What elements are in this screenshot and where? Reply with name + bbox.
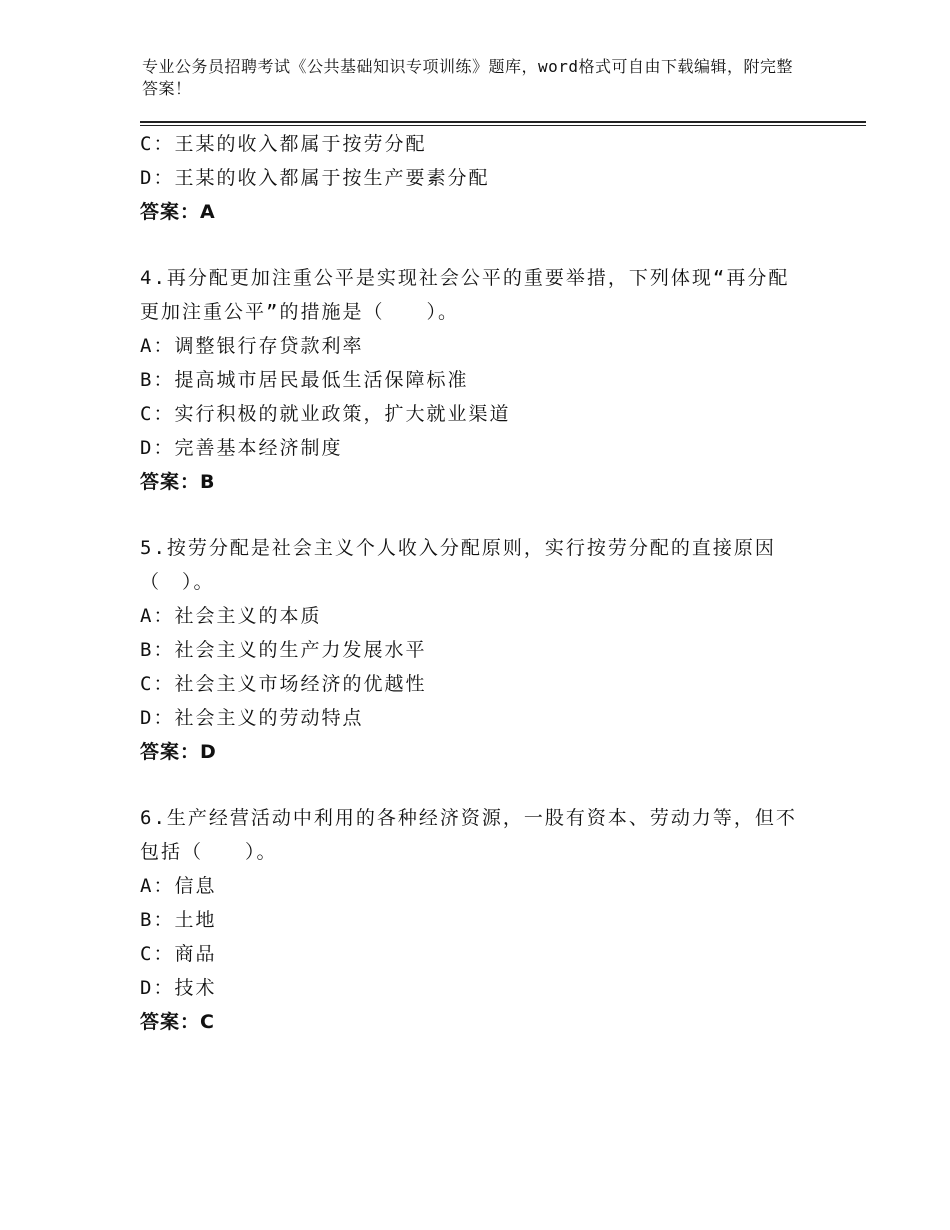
option-d: D：技术 xyxy=(140,977,217,999)
option-c: C：社会主义市场经济的优越性 xyxy=(140,673,427,695)
option-d: D：完善基本经济制度 xyxy=(140,437,343,459)
answer-line: 答案：D xyxy=(140,741,217,763)
option-d: D：王某的收入都属于按生产要素分配 xyxy=(140,167,490,189)
option-d: D：社会主义的劳动特点 xyxy=(140,707,364,729)
answer-line: 答案：B xyxy=(140,471,216,493)
question-list xyxy=(140,127,800,1039)
header-divider-thick xyxy=(140,121,866,123)
header-divider-thin xyxy=(140,125,866,126)
question-text: 4.再分配更加注重公平是实现社会公平的重要举措，下列体现“再分配更加注重公平”的措施是（ ）。 xyxy=(140,267,790,323)
question-text: 5.按劳分配是社会主义个人收入分配原则，实行按劳分配的直接原因（ ）。 xyxy=(140,537,776,593)
question-6 xyxy=(140,801,800,1039)
option-a: A：调整银行存贷款利率 xyxy=(140,335,364,357)
question-text: 6.生产经营活动中利用的各种经济资源，一股有资本、劳动力等，但不包括（ ）。 xyxy=(140,807,797,863)
question-5 xyxy=(140,531,800,769)
question-fragment xyxy=(140,127,800,229)
option-c: C：商品 xyxy=(140,943,217,965)
answer-line: 答案：C xyxy=(140,1011,215,1033)
question-4 xyxy=(140,261,800,499)
option-b: B：社会主义的生产力发展水平 xyxy=(140,639,427,661)
option-c: C：实行积极的就业政策，扩大就业渠道 xyxy=(140,403,511,425)
option-c: C：王某的收入都属于按劳分配 xyxy=(140,133,427,155)
option-b: B：土地 xyxy=(140,909,217,931)
answer-line: 答案：A xyxy=(140,201,216,223)
option-a: A：社会主义的本质 xyxy=(140,605,322,627)
page-header: 专业公务员招聘考试《公共基础知识专项训练》题库，word格式可自由下载编辑，附完整答案！ xyxy=(142,57,794,98)
option-a: A：信息 xyxy=(140,875,217,897)
option-b: B：提高城市居民最低生活保障标准 xyxy=(140,369,469,391)
